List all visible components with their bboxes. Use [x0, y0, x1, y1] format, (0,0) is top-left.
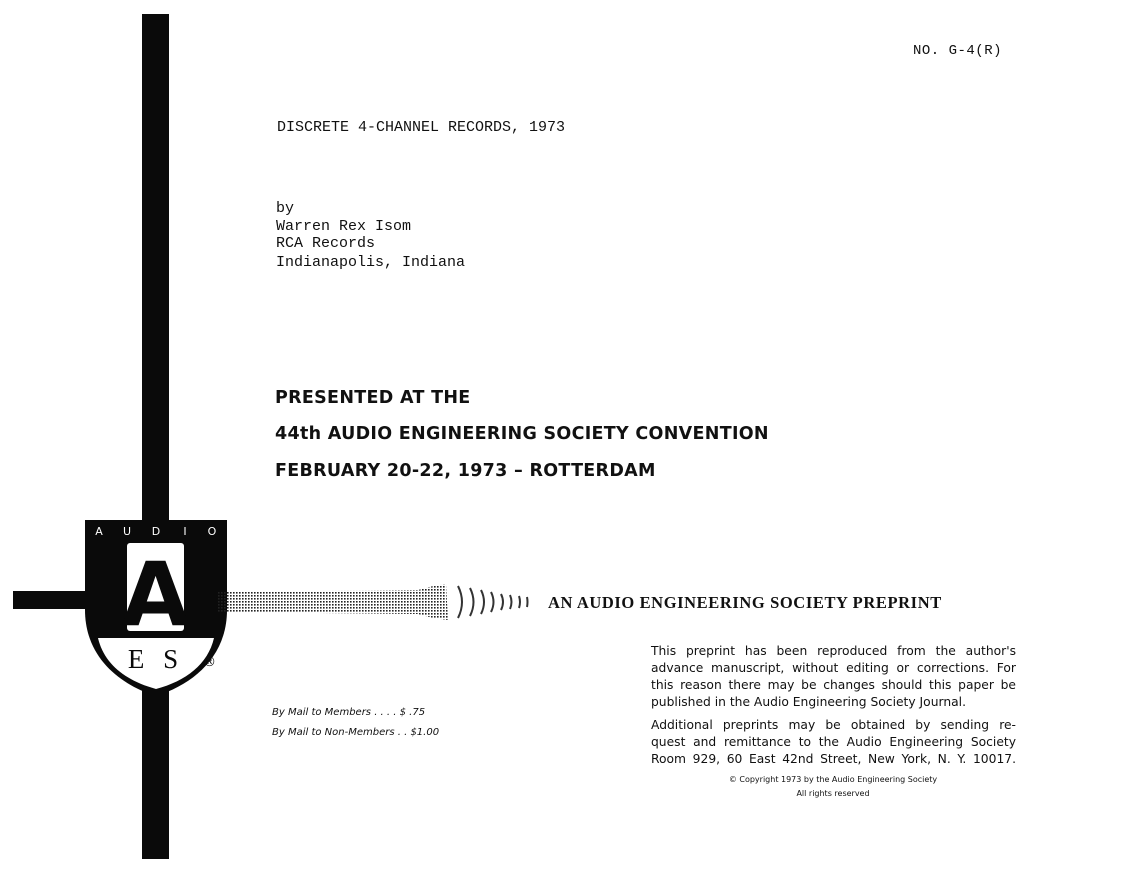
notice-line: advance manuscript, without editing or corrections. For: [651, 661, 1016, 675]
preprint-label: AN AUDIO ENGINEERING SOCIETY PREPRINT: [548, 593, 942, 612]
price-non-members: By Mail to Non-Members . . $1.00: [272, 727, 440, 738]
notice-line: Room 929, 60 East 42nd Street, New York, N. Y. 10017.: [651, 752, 1016, 766]
convention-name: 44th AUDIO ENGINEERING SOCIETY CONVENTION: [275, 424, 769, 444]
rights-reserved: All rights reserved: [796, 789, 870, 798]
author-location: Indianapolis, Indiana: [276, 254, 466, 271]
vertical-bar: [142, 14, 169, 859]
author-affiliation: RCA Records: [276, 235, 376, 252]
logo-es-letters: E S: [127, 644, 185, 674]
notice-line: Additional preprints may be obtained by sending re-: [651, 718, 1016, 732]
logo-letter: A: [95, 525, 103, 538]
aes-shield-logo: [82, 518, 230, 700]
logo-letter: U: [122, 525, 132, 538]
author-name: Warren Rex Isom: [276, 218, 412, 235]
notice-line: this reason there may be changes should this paper be: [651, 678, 1016, 692]
document-number: NO. G-4(R): [913, 43, 1003, 59]
notice-line: This preprint has been reproduced from the author's: [651, 644, 1016, 658]
copyright-line: © Copyright 1973 by the Audio Engineering Society: [728, 775, 938, 784]
logo-letter: I: [183, 525, 187, 538]
registered-mark: ®: [203, 655, 216, 670]
notice-line: quest and remittance to the Audio Engineering Society: [651, 735, 1016, 749]
logo-letter: O: [207, 525, 217, 538]
paper-title: DISCRETE 4-CHANNEL RECORDS, 1973: [277, 119, 566, 136]
presented-at-heading: PRESENTED AT THE: [275, 388, 471, 408]
logo-big-letter: A: [121, 543, 190, 646]
price-members: By Mail to Members . . . . $ .75: [272, 707, 426, 718]
logo-letter: D: [151, 525, 161, 538]
soundwave-graphic: [218, 580, 538, 624]
convention-date-place: FEBRUARY 20-22, 1973 – ROTTERDAM: [275, 461, 656, 481]
notice-line: published in the Audio Engineering Society Journal.: [651, 695, 966, 709]
by-label: by: [276, 200, 295, 217]
